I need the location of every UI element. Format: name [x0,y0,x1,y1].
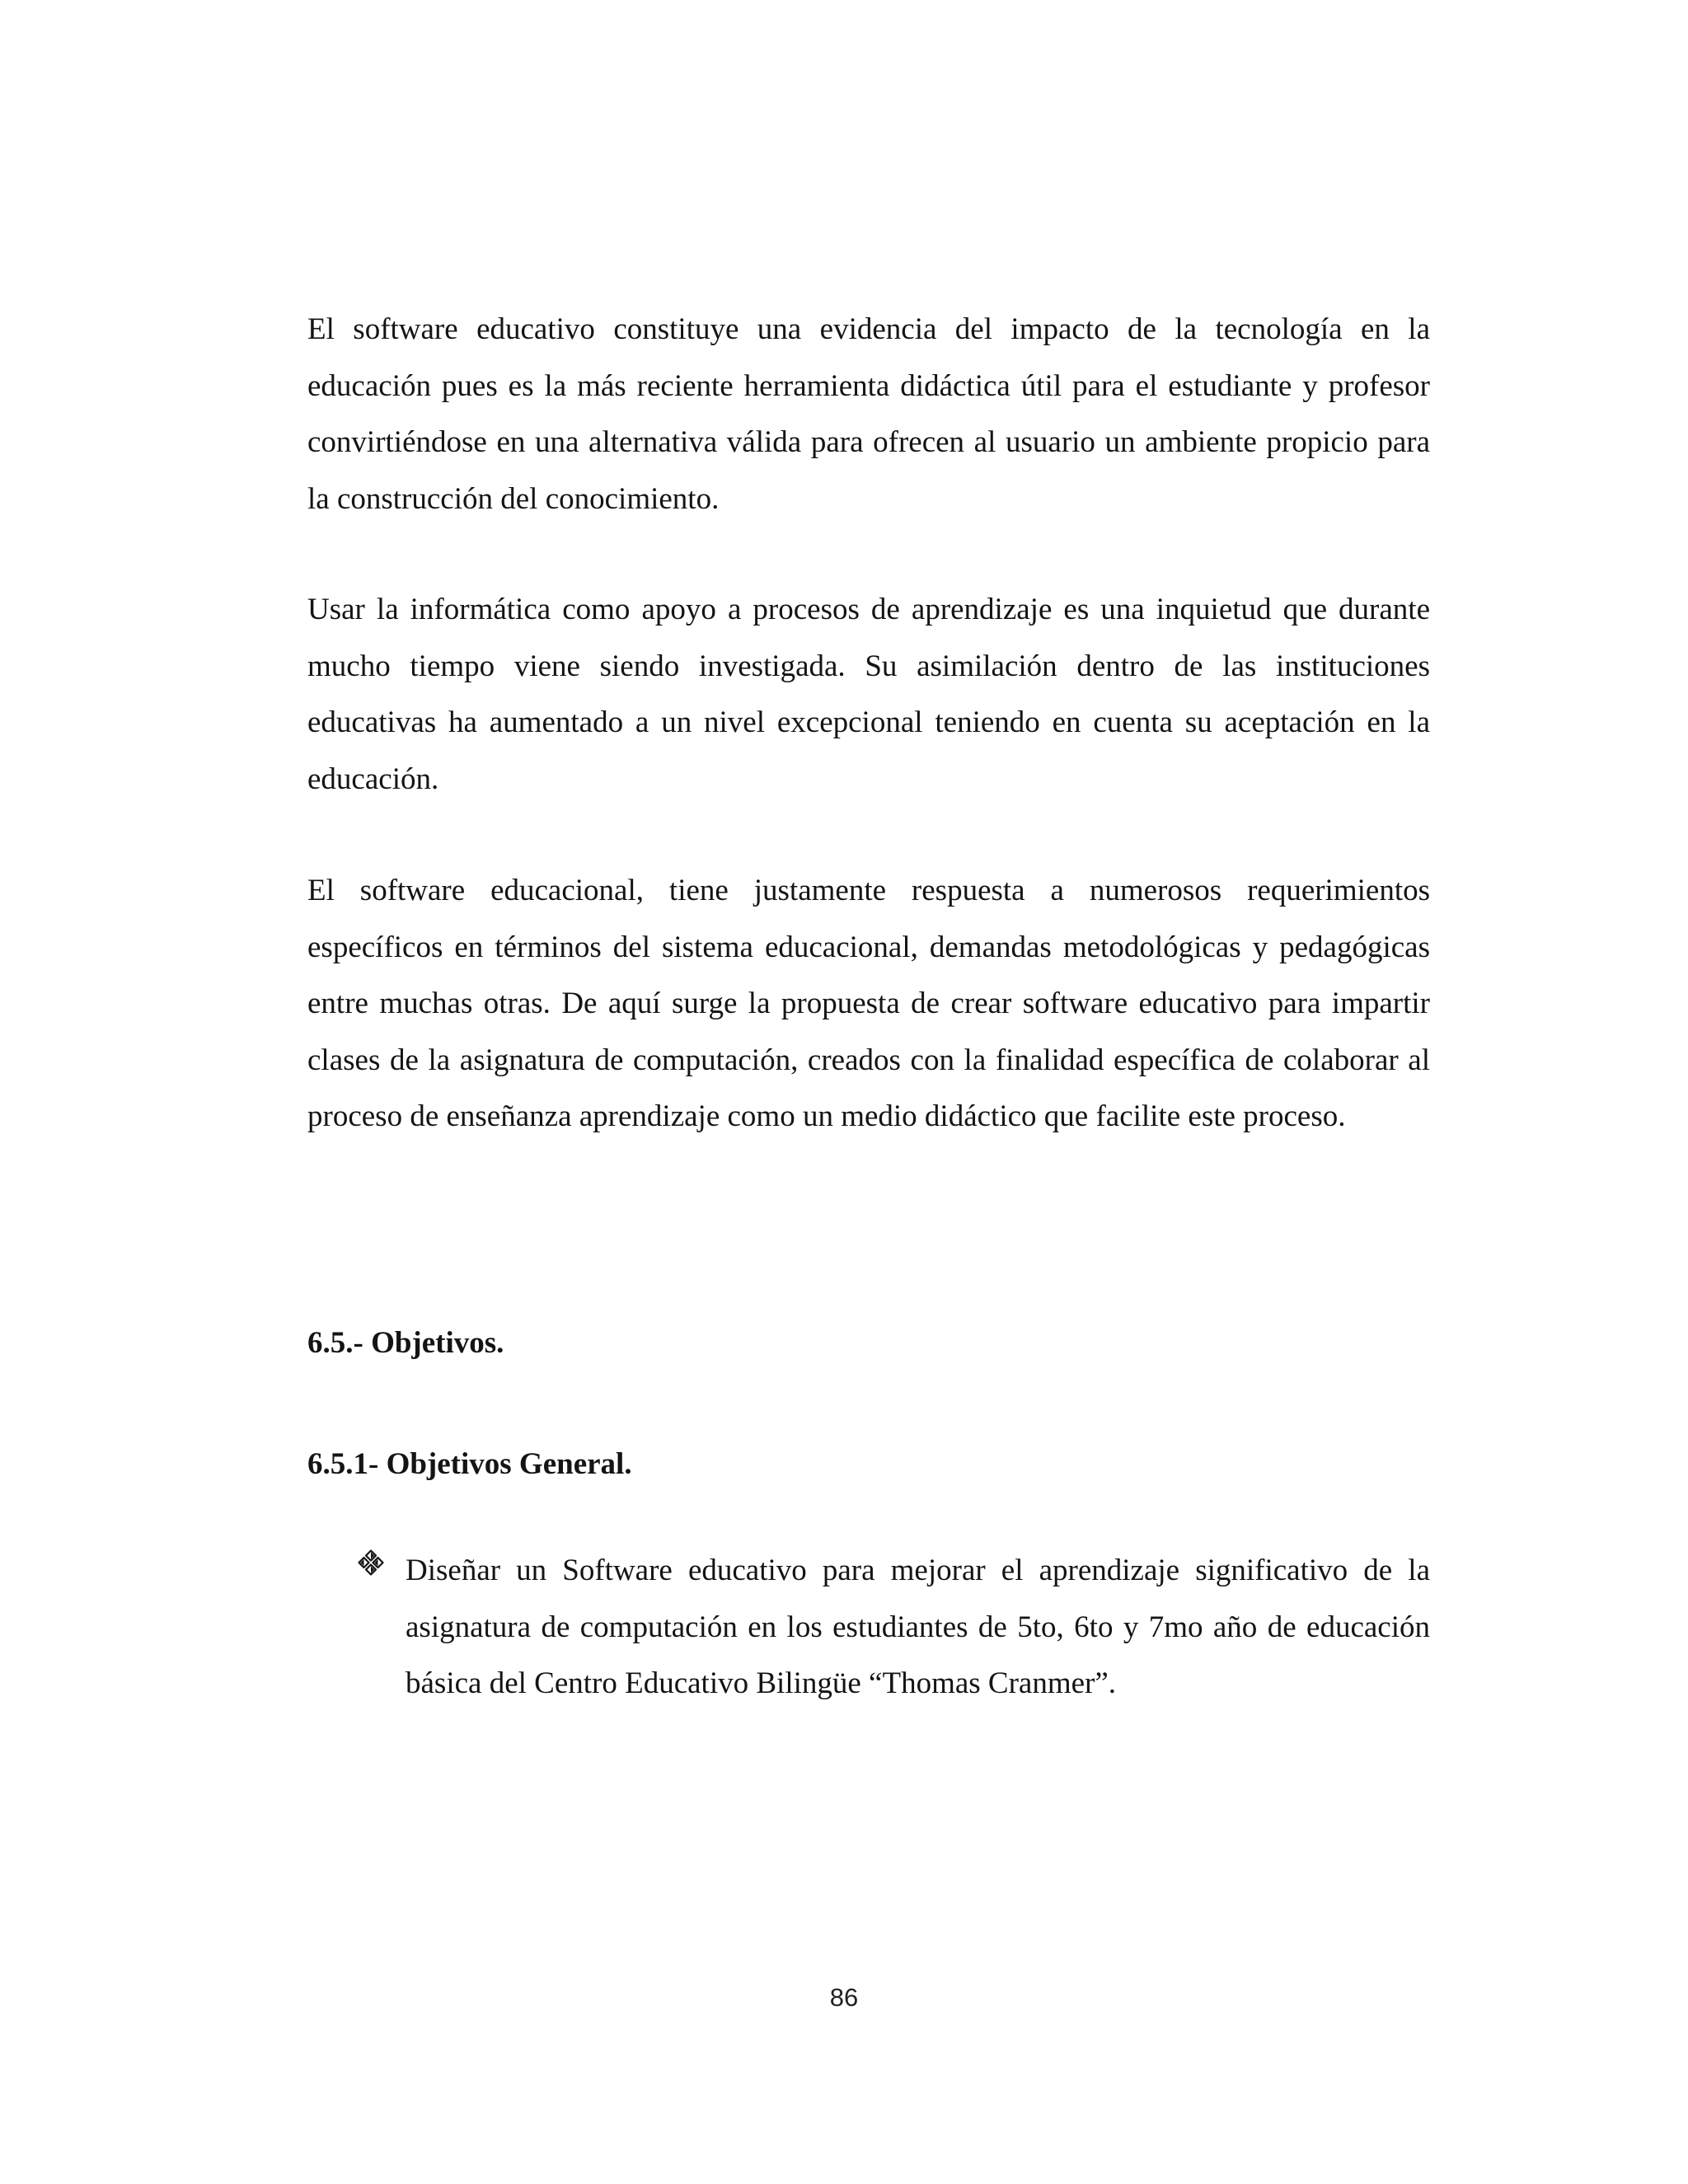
four-diamond-bullet-icon [358,1549,384,1576]
bullet-text: Diseñar un Software educativo para mejorar el aprendizaje significativo de la asignatura de computación en los estudiantes de 5to, 6to y 7mo año de educación básica del Centro Educativo Bilingüe “Thomas Cranmer”. [406,1554,1430,1700]
body-paragraph: Usar la informática como apoyo a procesos de aprendizaje es una inquietud que durante mucho tiempo viene siendo investigada. Su asimilación dentro de las instituciones educativas ha aumentado a un nivel excepcional teniendo en cuenta su aceptación en la educación. [307,593,1430,796]
subsection-heading: 6.5.1- Objetivos General. [307,1447,632,1481]
body-paragraph: El software educativo constituye una evidencia del impacto de la tecnología en la educación pues es la más reciente herramienta didáctica útil para el estudiante y profesor convirtiéndose en una alternativa válida para ofrecen al usuario un ambiente propicio para la construcción del conocimiento. [307,312,1430,516]
section-heading: 6.5.- Objetivos. [307,1326,504,1360]
body-paragraph: El software educacional, tiene justamente respuesta a numerosos requerimientos específicos en términos del sistema educacional, demandas metodológicas y pedagógicas entre muchas otras. De aquí surge la propuesta de crear software educativo para impartir clases de la asignatura de computación, creados con la finalidad específica de colaborar al proceso de enseñanza aprendizaje como un medio didáctico que facilite este proceso. [307,874,1430,1133]
page-number: 86 [829,1983,859,2012]
